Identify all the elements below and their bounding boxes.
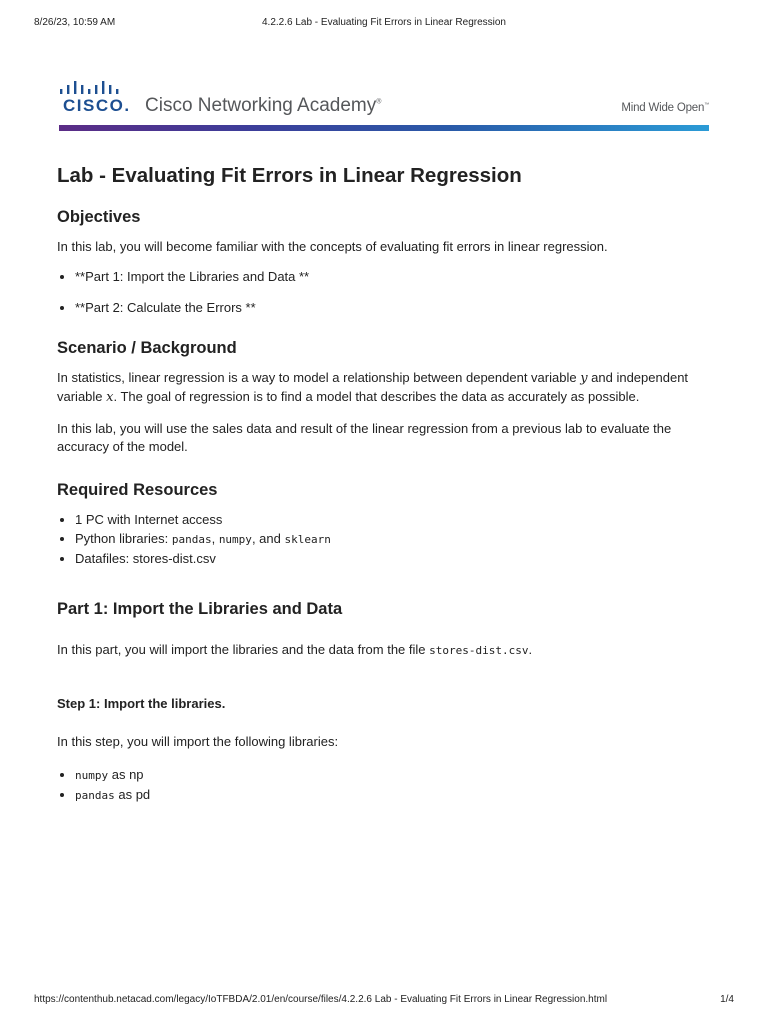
scenario-heading: Scenario / Background <box>57 338 237 357</box>
inline-code: numpy <box>218 532 252 546</box>
print-timestamp: 8/26/23, 10:59 AM <box>34 17 116 28</box>
inline-code: pandas <box>171 532 212 546</box>
objectives-intro: In this lab, you will become familiar with the concepts of evaluating fit errors in linear regression. <box>57 239 608 254</box>
inline-code: pandas <box>75 788 115 802</box>
objectives-heading: Objectives <box>57 208 141 226</box>
banner-gradient-bar <box>59 125 709 131</box>
cisco-banner <box>59 70 709 132</box>
cisco-logo-wordmark: CISCO. <box>63 96 131 115</box>
print-url: https://contenthub.netacad.com/legacy/IoTFBDA/2.01/en/course/files/4.2.2.6 Lab - Evaluating Fit Errors in Linear Regression.html <box>34 994 608 1005</box>
list-item: • **Part 1: Import the Libraries and Data ** <box>75 267 707 286</box>
page-number: 1/4 <box>720 994 734 1005</box>
objectives-list <box>57 267 707 317</box>
print-footer <box>34 994 734 1008</box>
scenario-paragraph-2: In this lab, you will use the sales data and result of the linear regression from a previous lab to evaluate the accuracy of the model. <box>57 420 672 454</box>
list-item: • Python libraries: pandas, numpy, and sklearn <box>75 529 707 549</box>
scenario-paragraph-1: In statistics, linear regression is a way to model a relationship between dependent variable y and independent variable x. The goal of regression is to find a model that describes the data as accurately as possible. <box>57 369 689 405</box>
part1-heading: Part 1: Import the Libraries and Data <box>57 599 343 618</box>
math-variable: y <box>580 370 588 386</box>
list-item: • pandas as pd <box>75 785 707 805</box>
inline-code: numpy <box>75 768 109 782</box>
list-item: • numpy as np <box>75 765 707 785</box>
lab-document <box>57 160 707 805</box>
step1-intro: In this step, you will import the following libraries: <box>57 734 339 749</box>
math-variable: x <box>106 390 114 405</box>
print-title: 4.2.2.6 Lab - Evaluating Fit Errors in Linear Regression <box>261 17 506 28</box>
resources-heading: Required Resources <box>57 480 218 499</box>
inline-code: sklearn <box>284 532 331 546</box>
cisco-logo-bars-icon <box>59 80 125 96</box>
resources-list <box>57 510 707 568</box>
step1-heading: Step 1: Import the libraries. <box>57 696 226 711</box>
list-item: • 1 PC with Internet access <box>75 510 707 529</box>
academy-name: Cisco Networking Academy® <box>145 95 382 116</box>
inline-code: stores-dist.csv <box>429 643 529 657</box>
step1-list <box>57 765 707 805</box>
list-item: • **Part 2: Calculate the Errors ** <box>75 298 707 317</box>
part1-intro: In this part, you will import the libraries and the data from the file stores-dist.csv. <box>57 641 533 657</box>
page-title: Lab - Evaluating Fit Errors in Linear Regression <box>57 164 522 187</box>
tagline: Mind Wide Open™ <box>621 102 709 114</box>
print-header <box>34 17 734 31</box>
list-item: • Datafiles: stores-dist.csv <box>75 549 707 568</box>
